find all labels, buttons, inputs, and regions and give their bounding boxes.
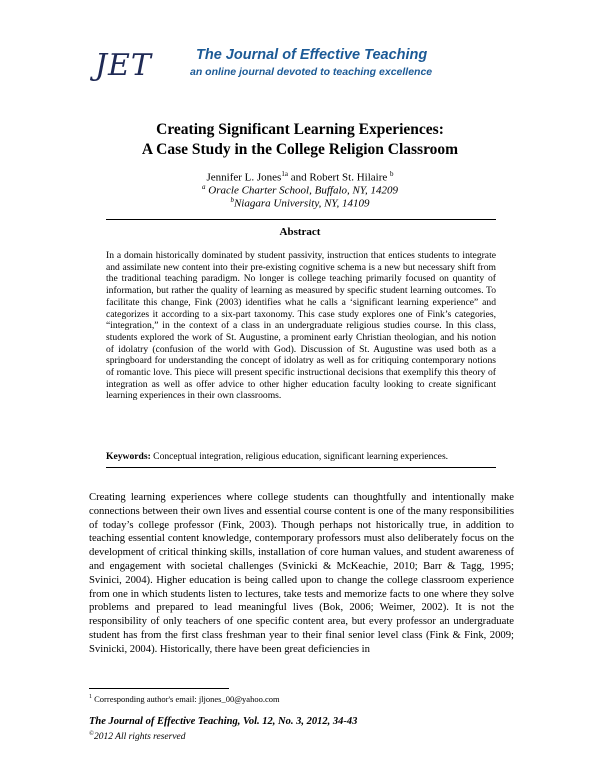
author-1: Jennifer L. Jones <box>206 171 282 184</box>
keywords <box>106 451 496 463</box>
footnote <box>89 694 509 704</box>
affiliation-b-marker: b <box>230 196 234 204</box>
body-paragraph: Creating learning experiences where college students can thoughtfully and intentionally make connections between their own lives and essential course content is one of the many responsibilities of today’s college professor (Fink, 2003). Though perhaps not historically true, in addition to teaching essential content knowledge, contemporary professors must also deliberately focus on the development of critical thinking skills, installation of core human values, and student awareness of and engagement with societal challenges (Svinicki & McKeachie, 2010; Barr & Tagg, 1995; Svinici, 2004). Higher education is being called upon to change the college classroom experience from one in which students listen to lectures, take tests and memorize facts to one where they solve problems and prepared to lead meaningful lives (Bok, 2006; Weimer, 2002). It is not the responsibility of only teachers of one specific content area, but every professor an undergraduate student has from the first class freshman year to their final senior level class (Fink & Fink, 2009; Svinicki, 2004). Historically, there have been great deficiencies in <box>89 492 514 655</box>
title-line-1: Creating Significant Learning Experiences: <box>156 121 444 138</box>
keywords-text: Conceptual integration, religious education, significant learning experiences. <box>150 451 449 462</box>
abstract-text: In a domain historically dominated by student passivity, instruction that entices students to integrate and assimilate new content into their pre-existing cognitive schema is a new but necessary shift from the traditional teaching paradigm. No longer is college teaching primarily focused on quantity of information, but rather the quality of learning as measured by specific student learning outcomes. To facilitate this change, Fink (2003) identifies what he calls a ‘significant learning experience” and categorizes it according to a six-part taxonomy. This case study explores one of Fink’s categories, “integration,” in the context of a class in an undergraduate religious studies course. In this class, students explored the work of St. Augustine, a prominent early Christian theologian, and his notion of idolatry (confusion of the world with God). Discussion of St. Augustine was used both as a springboard for understanding the concept of idolatry as well as for critiquing contemporary notions of romantic love. This piece will present specific instructional decisions that exemplify this theory of integration as well as offer advice to other higher education faculty looking to create significant learning experiences in their own classrooms. <box>106 250 496 402</box>
author-1-marker: 1a <box>281 170 288 178</box>
affiliation-b-text: Niagara University, NY, 14109 <box>233 197 370 210</box>
author-and: and Robert St. Hilaire <box>287 171 390 184</box>
copyright <box>89 730 509 742</box>
footnote-text: Corresponding author's email: jljones_00@yahoo.com <box>92 694 280 704</box>
affiliation-a-marker: a <box>202 183 206 191</box>
abstract-heading: Abstract <box>279 226 321 238</box>
keywords-label: Keywords: <box>106 451 151 462</box>
copyright-symbol: © <box>89 730 94 737</box>
abstract-bottom-rule <box>106 467 496 468</box>
copyright-text: 2012 All rights reserved <box>93 732 186 743</box>
title-line-2: A Case Study in the College Religion Classroom <box>141 141 459 158</box>
footnote-rule <box>89 688 229 689</box>
journal-subtitle: an online journal devoted to teaching excellence <box>190 66 433 78</box>
article-title <box>100 120 500 160</box>
abstract-top-rule <box>106 219 496 220</box>
journal-citation: The Journal of Effective Teaching, Vol. 12, No. 3, 2012, 34-43 <box>89 716 358 727</box>
journal-logo: JET <box>95 48 152 83</box>
author-2-marker: b <box>390 170 394 178</box>
affiliation-a-text: Oracle Charter School, Buffalo, NY, 14209 <box>205 184 398 197</box>
journal-name: The Journal of Effective Teaching <box>196 47 428 63</box>
affiliation-b <box>100 194 500 211</box>
footnote-marker: 1 <box>89 694 92 701</box>
